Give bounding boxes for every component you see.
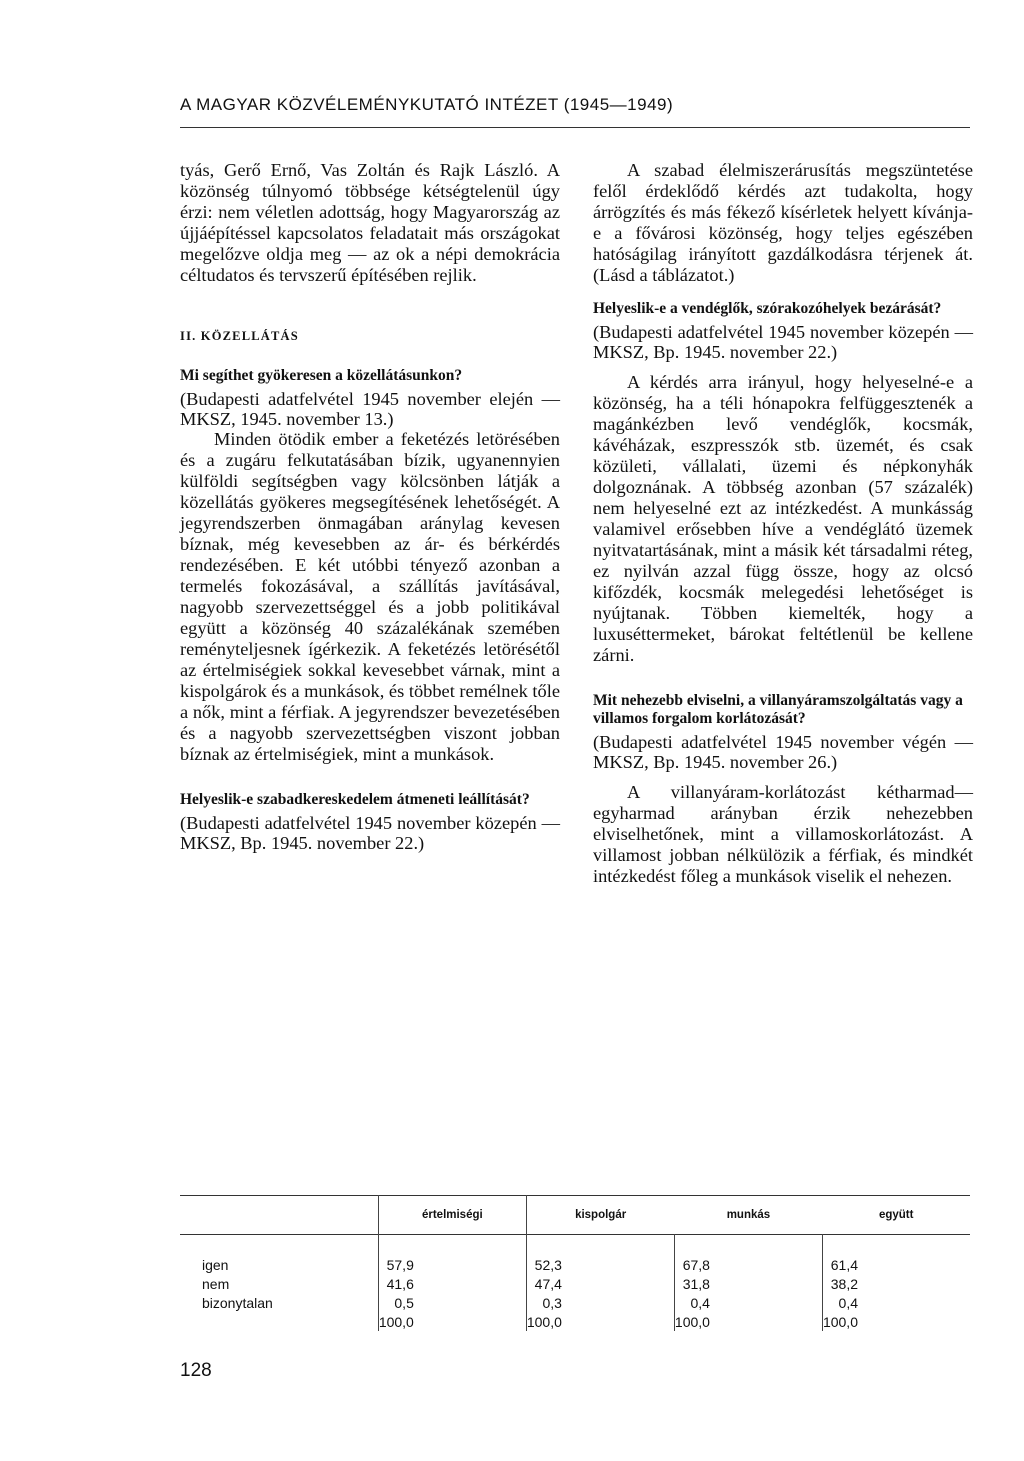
- row-label: [180, 1312, 378, 1331]
- table-cell: 100,0: [378, 1312, 526, 1331]
- intro-paragraph: tyás, Gerő Ernő, Vas Zoltán és Rajk László. A közönség túlnyomó többsége kétségtelenül úgy érzi: nem véletlen adottság, hogy Magyarország az újjáépítéssel kapcsolatos feladatait más országokat megelőzve oldja meg — az ok a népi demokrácia céltudatos és tervszerű építésében rejlik.: [180, 160, 560, 285]
- table-cell: 0,5: [378, 1293, 526, 1312]
- table-cell: 31,8: [674, 1274, 822, 1293]
- row-label: nem: [202, 1275, 230, 1292]
- table-row: [180, 1293, 970, 1312]
- body-paragraph: A villanyáram-korlátozást kétharmad—egyharmad arányban érzik nehezebben elviselhetőnek, mint a villamoskorlátozást. A villamost jobban nélkülözik a férfiak, és mindkét intézkedést főleg a munkások viselik el nehezen.: [593, 782, 973, 886]
- table-cell: 100,0: [822, 1312, 970, 1331]
- question-heading: Mi segíthet gyökeresen a közellátásunkon?: [180, 367, 463, 384]
- results-table: [180, 1195, 970, 1331]
- table-header-cell: értelmiségi: [378, 1196, 526, 1235]
- table-header-cell: [180, 1196, 378, 1235]
- survey-source: (Budapesti adatfelvétel 1945 november közepén — MKSZ, Bp. 1945. november 22.): [180, 813, 560, 853]
- survey-source: (Budapesti adatfelvétel 1945 november végén — MKSZ, Bp. 1945. november 26.): [593, 732, 973, 772]
- table-cell: 38,2: [822, 1274, 970, 1293]
- question-heading: Mit nehezebb elviselni, a villanyáramszolgáltatás vagy a villamos forgalom korlátozását?: [593, 692, 963, 727]
- table-header-cell: kispolgár: [526, 1196, 674, 1235]
- table-cell: 61,4: [822, 1235, 970, 1275]
- table-header-cell: munkás: [726, 1209, 771, 1221]
- table-cell: 0,4: [674, 1293, 822, 1312]
- body-paragraph: Minden ötödik ember a feketézés letörésében és a zugáru felkutatásában bízik, ugyanennyien külföldi segítségben vagy kölcsönben látják a közellátás gyökeres megsegítésének lehetőségét. A jegyrendszerben önmagában aránylag kevesen bíznak, még kevesebben az ár- és bérkérdés rendezésében. E két utóbbi tényező azonban a termelés fokozásával, a szállítás javításával, nagyobb szervezettséggel és a jobb politikával együtt a közönség 40 százalékának szemében reményteljesnek ígérkezik. A feketézés letörésétől az értelmiségiek sokkal kevesebbet várnak, mint a kispolgárok és a munkások, és többet remélnek tőle a nők, mint a férfiak. A jegyrendszer bevezetésében és a nagyobb szervezettségben viszont jobban bíznak az értelmiségiek, mint a munkások.: [180, 429, 560, 764]
- row-label: igen: [202, 1256, 229, 1273]
- table-cell: 0,4: [822, 1293, 970, 1312]
- table-header-row: [180, 1196, 970, 1235]
- section-title: II. KÖZELLÁTÁS: [180, 329, 299, 343]
- survey-source: (Budapesti adatfelvétel 1945 november közepén — MKSZ, Bp. 1945. november 22.): [593, 322, 973, 362]
- survey-source: (Budapesti adatfelvétel 1945 november elején — MKSZ, 1945. november 13.): [180, 389, 560, 429]
- table-cell: 100,0: [674, 1312, 822, 1331]
- table-cell: 52,3: [526, 1235, 674, 1275]
- table-row: [180, 1235, 970, 1275]
- running-header: A MAGYAR KÖZVÉLEMÉNYKUTATÓ INTÉZET (1945—1949): [180, 95, 674, 114]
- body-paragraph: A kérdés arra irányul, hogy helyeselné-e a közönség, ha a téli hónapokra felfüggesztenék a magánkézben levő vendéglők, kocsmák, kávéházak, eszpresszók stb. üzemét, és csak közületi, vállalati, üzemi és népkonyhák dolgoznának. A többség azonban (57 százalék) nem helyeselné ezt az intézkedést. A munkásság valamivel erősebben híve a vendéglátó üzemek nyitvatartásának, mint a másik két társadalmi réteg, ez nyilván azzal függ össze, hogy az olcsó kifőzdék, kocsmák melegedési lehetőséget is nyújtanak. Többen kiemelték, hogy a luxuséttermeket, bárokat feltétlenül be kellene zárni.: [593, 372, 973, 665]
- table-cell: 100,0: [526, 1312, 674, 1331]
- row-label: bizonytalan: [202, 1294, 273, 1311]
- table-cell: 0,3: [526, 1293, 674, 1312]
- page-number: 128: [180, 1360, 212, 1381]
- question-heading: Helyeslik-e a vendéglők, szórakozóhelyek bezárását?: [593, 300, 942, 317]
- right-column: [593, 160, 973, 887]
- left-column: [180, 160, 560, 853]
- body-paragraph: A szabad élelmiszerárusítás megszüntetése felől érdeklődő kérdés azt tudakolta, hogy árrögzítés és más fékező kísérletek helyett kívánja-e a fővárosi közönség, hogy teljes egészében hatóságilag irányított gazdálkodásra térjenek át. (Lásd a táblázatot.): [593, 160, 973, 285]
- table-cell: 57,9: [378, 1235, 526, 1275]
- table-cell: 47,4: [526, 1274, 674, 1293]
- question-heading: Helyeslik-e szabadkereskedelem átmeneti leállítását?: [180, 791, 530, 808]
- table-header-cell: együtt: [878, 1209, 914, 1221]
- header-rule: [180, 127, 970, 128]
- table-row: [180, 1274, 970, 1293]
- table-cell: 41,6: [378, 1274, 526, 1293]
- table-total-row: [180, 1312, 970, 1331]
- table-cell: 67,8: [674, 1235, 822, 1275]
